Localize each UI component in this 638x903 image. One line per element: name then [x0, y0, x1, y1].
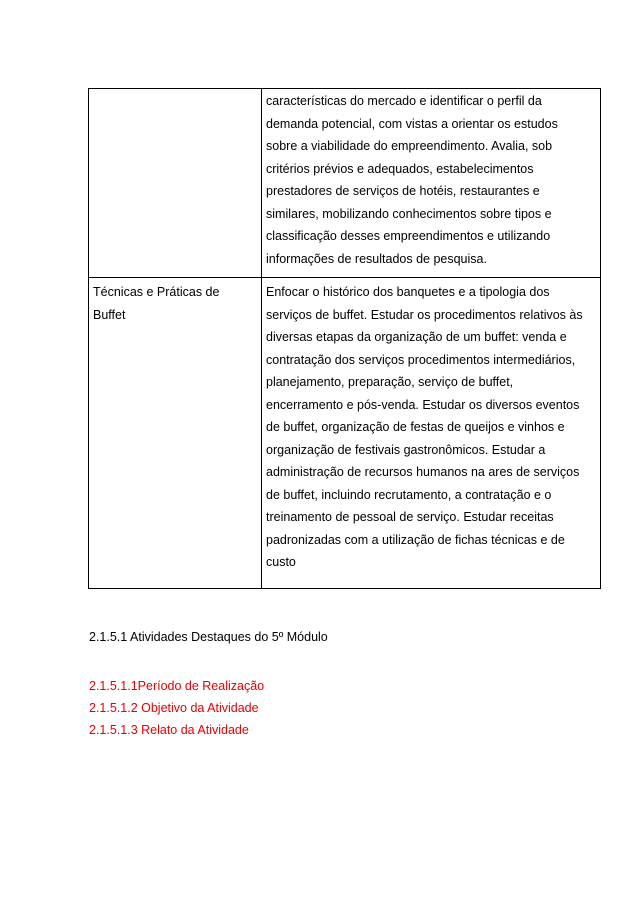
subheading-report: 2.1.5.1.3 Relato da Atividade: [89, 723, 249, 737]
description-line: Enfocar o histórico dos banquetes e a tipologia dos: [266, 285, 550, 299]
description-line: critérios prévios e adequados, estabelecimentos: [266, 161, 534, 176]
description-line: classificação desses empreendimentos e utilizando: [266, 229, 551, 243]
discipline-name-line: Técnicas e Práticas de: [93, 285, 220, 299]
discipline-name-cell: [89, 278, 262, 589]
course-table: [88, 88, 601, 589]
description-line: sobre a viabilidade do empreendimento. Avalia, sob: [266, 139, 553, 153]
description-line: organização de festivais gastronômicos. Estudar a: [266, 442, 546, 457]
description-line: contratação dos serviços procedimentos intermediários,: [266, 352, 576, 367]
section-heading: 2.1.5.1 Atividades Destaques do 5º Módulo: [89, 630, 328, 644]
discipline-name-cell: [89, 89, 262, 278]
table-row: [89, 89, 601, 278]
table-row: [89, 278, 601, 589]
description-line: de buffet, organização de festas de queijos e vinhos e: [266, 420, 565, 434]
discipline-description-cell: [262, 89, 601, 278]
subheading-list: [89, 675, 264, 741]
description-line: padronizadas com a utilização de fichas técnicas e de: [266, 532, 565, 547]
description-line: demanda potencial, com vistas a orientar os estudos: [266, 116, 558, 131]
description-line: encerramento e pós-venda. Estudar os diversos eventos: [266, 397, 580, 412]
discipline-name-line: Buffet: [93, 307, 126, 322]
description-line: características do mercado e identificar o perfil da: [266, 94, 542, 108]
description-line: serviços de buffet. Estudar os procedimentos relativos às: [266, 307, 583, 322]
description-line: prestadores de serviços de hotéis, restaurantes e: [266, 184, 540, 198]
description-line: treinamento de pessoal de serviço. Estudar receitas: [266, 510, 554, 524]
description-line: informações de resultados de pesquisa.: [266, 251, 487, 266]
description-line: planejamento, preparação, serviço de buffet,: [266, 375, 514, 389]
description-line: administração de recursos humanos na ares de serviços: [266, 465, 580, 479]
description-line: custo: [266, 555, 296, 569]
discipline-description-cell: [262, 278, 601, 589]
subheading-period: 2.1.5.1.1Período de Realização: [89, 679, 265, 693]
description-line: de buffet, incluindo recrutamento, a contratação e o: [266, 487, 552, 502]
description-line: diversas etapas da organização de um buffet: venda e: [266, 330, 567, 344]
description-line: similares, mobilizando conhecimentos sobre tipos e: [266, 206, 552, 221]
subheading-objective: 2.1.5.1.2 Objetivo da Atividade: [89, 701, 259, 715]
